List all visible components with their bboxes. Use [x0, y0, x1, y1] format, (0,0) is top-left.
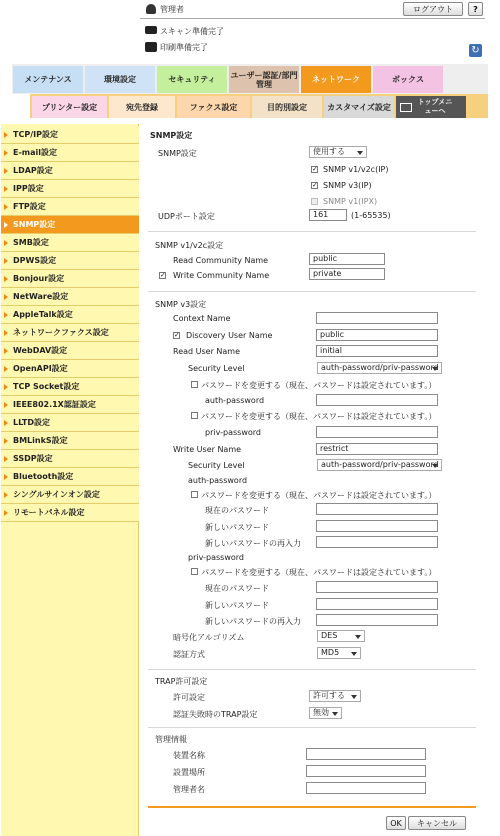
sidebar-item-remote-panel[interactable]	[1, 504, 139, 522]
admin-name-input[interactable]	[306, 782, 426, 794]
snmp-v1v2c-label: SNMP v1/v2c(IP)	[323, 165, 389, 174]
read-user-input[interactable]: initial	[316, 345, 438, 357]
read-priv-password-label: priv-password	[205, 428, 261, 437]
sidebar-label: DPWS設定	[13, 256, 57, 265]
udp-port-label: UDPポート設定	[158, 212, 215, 221]
location-label: 設置場所	[173, 768, 205, 777]
write-auth-current-pw-input[interactable]	[316, 503, 438, 515]
trap-auth-fail-select[interactable]	[309, 707, 342, 719]
sidebar-label: IEEE802.1X認証設定	[13, 400, 96, 409]
auth-method-value: MD5	[321, 648, 340, 657]
write-user-label: Write User Name	[173, 445, 242, 454]
tab-box[interactable]: ボックス	[373, 66, 443, 93]
context-name-label: Context Name	[173, 314, 231, 323]
write-security-level-value: auth-password/priv-password	[321, 460, 439, 469]
write-community-input[interactable]: private	[309, 268, 385, 280]
write-auth-confirm-pw-input[interactable]	[316, 536, 438, 548]
arrow-icon	[4, 294, 8, 300]
write-priv-confirm-pw-label: 新しいパスワードの再入力	[205, 617, 301, 626]
sidebar-label: WebDAV設定	[13, 346, 68, 355]
sidebar-item-email[interactable]	[1, 144, 139, 162]
sidebar-item-ipp[interactable]	[1, 180, 139, 198]
sidebar-item-bluetooth[interactable]	[1, 468, 139, 486]
write-priv-new-pw-label: 新しいパスワード	[205, 601, 269, 610]
arrow-icon	[4, 204, 8, 210]
device-name-label: 装置名称	[173, 751, 205, 760]
sidebar-label: NetWare設定	[13, 292, 69, 301]
user-label: 管理者	[160, 5, 184, 14]
scanner-icon	[145, 26, 157, 34]
chevron-down-icon	[357, 151, 363, 155]
sidebar-label: OpenAPI設定	[13, 364, 68, 373]
subtab-printer[interactable]: プリンター設定	[32, 96, 107, 118]
encryption-label: 暗号化アルゴリズム	[173, 633, 245, 642]
sidebar-item-lltd[interactable]	[1, 414, 139, 432]
chevron-down-icon	[432, 464, 438, 468]
snmp-v3-label: SNMP v3(IP)	[323, 181, 372, 190]
sidebar-label: SSDP設定	[13, 454, 53, 463]
arrow-icon	[4, 438, 8, 444]
write-auth-new-pw-label: 新しいパスワード	[205, 523, 269, 532]
snmp-setting-select[interactable]	[309, 146, 367, 158]
write-auth-password-label: auth-password	[188, 476, 248, 485]
write-auth-new-pw-input[interactable]	[316, 520, 438, 532]
write-priv-password-label: priv-password	[188, 553, 244, 562]
tab-user-auth[interactable]: ユーザー認証/部門管理	[229, 66, 299, 93]
context-name-input[interactable]	[316, 312, 438, 324]
snmp-setting-value: 使用する	[313, 147, 345, 156]
chevron-down-icon	[355, 635, 361, 639]
sidebar-item-ldap[interactable]	[1, 162, 139, 180]
subtab-top-menu[interactable]	[396, 96, 466, 118]
divider	[148, 669, 476, 670]
trap-auth-fail-value: 無効	[313, 708, 329, 717]
chevron-down-icon	[332, 712, 338, 716]
read-security-level-value: auth-password/priv-password	[321, 363, 439, 372]
sidebar-item-tcpip[interactable]	[1, 126, 139, 144]
sidebar-label: Bonjour設定	[13, 274, 65, 283]
arrow-icon	[4, 168, 8, 174]
discovery-user-checkbox[interactable]: ✓	[174, 331, 180, 339]
write-priv-current-pw-input[interactable]	[316, 581, 438, 593]
read-security-level-label: Security Level	[188, 364, 245, 373]
discovery-user-input[interactable]: public	[316, 329, 438, 341]
trap-allow-label: 許可設定	[173, 693, 205, 702]
arrow-icon	[4, 222, 8, 228]
sidebar-item-bonjour[interactable]	[1, 270, 139, 288]
read-user-label: Read User Name	[173, 347, 241, 356]
arrow-icon	[4, 402, 8, 408]
arrow-icon	[4, 186, 8, 192]
arrow-icon	[4, 258, 8, 264]
read-security-level-select[interactable]	[317, 362, 442, 374]
sidebar-label: FTP設定	[13, 202, 46, 211]
read-community-label: Read Community Name	[173, 256, 269, 265]
sidebar-label: IPP設定	[13, 184, 44, 193]
refresh-icon[interactable]: ↻	[469, 44, 482, 57]
arrow-icon	[4, 384, 8, 390]
sidebar-item-appletalk[interactable]	[1, 306, 139, 324]
sidebar-label: AppleTalk設定	[13, 310, 73, 319]
user-icon	[146, 4, 156, 14]
auth-method-label: 認証方式	[173, 650, 205, 659]
arrow-icon	[4, 132, 8, 138]
sidebar-label: ネットワークファクス設定	[13, 328, 109, 337]
divider	[148, 291, 476, 292]
tab-network[interactable]: ネットワーク	[301, 66, 371, 93]
arrow-icon	[4, 474, 8, 480]
arrow-icon	[4, 492, 8, 498]
arrow-icon	[4, 330, 8, 336]
write-auth-current-pw-label: 現在のパスワード	[205, 506, 269, 515]
sidebar-label: SNMP設定	[13, 220, 56, 229]
write-security-level-label: Security Level	[188, 461, 245, 470]
sidebar-label: SMB設定	[13, 238, 49, 247]
sidebar-item-netware[interactable]	[1, 288, 139, 306]
subtab-customize[interactable]: カスタマイズ設定	[324, 96, 394, 118]
trap-section-title: TRAP許可設定	[155, 677, 208, 686]
trap-allow-value: 許可する	[313, 691, 345, 700]
sidebar-item-openapi[interactable]	[1, 360, 139, 378]
sidebar-item-network-fax[interactable]	[1, 324, 139, 342]
snmp-v3-checkbox[interactable]: ✓	[312, 181, 318, 189]
arrow-icon	[4, 348, 8, 354]
top-menu-label: トップメニューへ	[417, 98, 453, 115]
sidebar-label: LLTD設定	[13, 418, 50, 427]
write-priv-new-pw-input[interactable]	[316, 598, 438, 610]
header-divider	[140, 18, 485, 19]
snmp-section-title: SNMP設定	[150, 131, 193, 140]
write-priv-change-pw-checkbox[interactable]	[191, 568, 198, 575]
encryption-select[interactable]	[317, 630, 365, 642]
help-button[interactable]: ?	[468, 2, 483, 16]
write-user-input[interactable]: restrict	[316, 443, 438, 455]
arrow-icon	[4, 276, 8, 282]
sidebar-item-ssdp[interactable]	[1, 450, 139, 468]
sidebar-item-webdav[interactable]	[1, 342, 139, 360]
read-auth-change-pw-checkbox[interactable]	[191, 381, 198, 388]
read-auth-change-pw-label: パスワードを変更する（現在、パスワードは設定されています。）	[201, 381, 437, 390]
sidebar-label: TCP Socket設定	[13, 382, 80, 391]
sidebar-label: Bluetooth設定	[13, 472, 74, 481]
snmp-v1v2c-checkbox[interactable]: ✓	[312, 165, 318, 173]
write-priv-current-pw-label: 現在のパスワード	[205, 584, 269, 593]
chevron-down-icon	[351, 695, 357, 699]
sidebar-label: BMLinkS設定	[13, 436, 68, 445]
snmp-setting-label: SNMP設定	[158, 149, 197, 158]
read-priv-password-input[interactable]	[316, 426, 438, 438]
v1v2c-section-title: SNMP v1/v2c設定	[155, 241, 224, 250]
tab-maintenance[interactable]: メンテナンス	[13, 66, 83, 93]
admin-name-label: 管理者名	[173, 785, 205, 794]
footer-divider	[148, 806, 476, 808]
tab-environment[interactable]: 環境設定	[85, 66, 155, 93]
sidebar-item-ieee8021x[interactable]	[1, 396, 139, 414]
arrow-icon	[4, 420, 8, 426]
top-menu-icon	[400, 103, 412, 112]
location-input[interactable]	[306, 765, 426, 777]
sidebar-item-ftp[interactable]	[1, 198, 139, 216]
arrow-icon	[4, 456, 8, 462]
read-community-input[interactable]: public	[309, 253, 385, 265]
sidebar-item-snmp[interactable]	[1, 216, 139, 234]
subtab-destination[interactable]: 宛先登録	[109, 96, 175, 118]
ok-button[interactable]: OK	[386, 816, 406, 830]
write-auth-change-pw-label: パスワードを変更する（現在、パスワードは設定されています。）	[201, 491, 437, 500]
tab-security[interactable]: セキュリティ	[157, 66, 227, 93]
sidebar-item-single-sign-on[interactable]	[1, 486, 139, 504]
read-auth-password-input[interactable]	[316, 394, 438, 406]
logout-button[interactable]: ログアウト	[403, 2, 463, 16]
sidebar-label: リモートパネル設定	[13, 508, 85, 517]
auth-method-select[interactable]	[317, 647, 361, 659]
write-security-level-select[interactable]	[317, 459, 442, 471]
discovery-user-label: Discovery User Name	[186, 331, 273, 340]
sidebar-item-dpws[interactable]	[1, 252, 139, 270]
write-auth-confirm-pw-label: 新しいパスワードの再入力	[205, 539, 301, 548]
write-community-label: Write Community Name	[173, 271, 270, 280]
sidebar-label: LDAP設定	[13, 166, 53, 175]
snmp-v1ipx-label: SNMP v1(IPX)	[323, 197, 378, 206]
sidebar-item-tcp-socket[interactable]	[1, 378, 139, 396]
arrow-icon	[4, 240, 8, 246]
write-priv-change-pw-label: パスワードを変更する（現在、パスワードは設定されています。）	[201, 568, 437, 577]
arrow-icon	[4, 366, 8, 372]
arrow-icon	[4, 150, 8, 156]
chevron-down-icon	[351, 652, 357, 656]
read-auth-password-label: auth-password	[205, 396, 265, 405]
divider	[148, 231, 476, 232]
sidebar-item-smb[interactable]	[1, 234, 139, 252]
sidebar-item-bmlinks[interactable]	[1, 432, 139, 450]
divider	[148, 727, 476, 728]
write-community-checkbox[interactable]: ✓	[160, 271, 166, 279]
printer-icon	[145, 42, 157, 52]
info-section-title: 管理情報	[155, 735, 187, 744]
snmp-v1ipx-checkbox[interactable]	[311, 198, 318, 205]
trap-auth-fail-label: 認証失敗時のTRAP設定	[173, 710, 258, 719]
device-name-input[interactable]	[306, 748, 426, 760]
sidebar-label: TCP/IP設定	[13, 130, 58, 139]
encryption-value: DES	[321, 631, 338, 640]
write-auth-change-pw-checkbox[interactable]	[191, 491, 198, 498]
cancel-button[interactable]: キャンセル	[408, 816, 466, 830]
scan-status: スキャン準備完了	[160, 27, 224, 36]
sidebar-label: シングルサインオン設定	[13, 490, 100, 499]
subtab-fax[interactable]: ファクス設定	[177, 96, 250, 118]
udp-port-range: (1-65535)	[351, 211, 391, 220]
write-priv-confirm-pw-input[interactable]	[316, 614, 438, 626]
subtab-purpose[interactable]: 目的別設定	[252, 96, 322, 118]
arrow-icon	[4, 312, 8, 318]
trap-allow-select[interactable]	[309, 690, 361, 702]
print-status: 印刷準備完了	[160, 43, 208, 52]
arrow-icon	[4, 510, 8, 516]
chevron-down-icon	[432, 367, 438, 371]
read-priv-change-pw-checkbox[interactable]	[191, 412, 198, 419]
v3-section-title: SNMP v3設定	[155, 300, 207, 309]
udp-port-input[interactable]: 161	[309, 209, 347, 221]
read-priv-change-pw-label: パスワードを変更する（現在、パスワードは設定されています。）	[201, 412, 437, 421]
sidebar-label: E-mail設定	[13, 148, 58, 157]
